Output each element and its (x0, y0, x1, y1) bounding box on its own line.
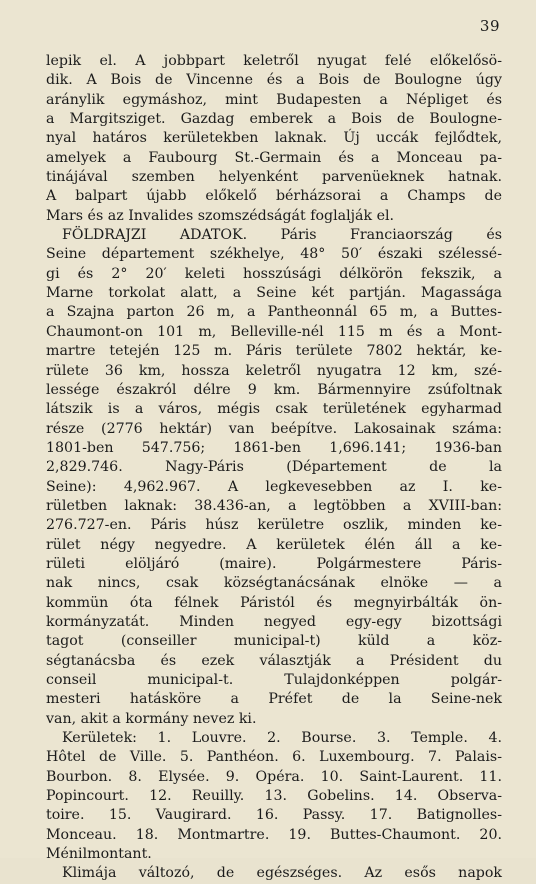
text-line: tagot (conseiller municipal-t) küld a köz- (46, 633, 502, 650)
text-line: Mars és az Invalides szomszédságát foglalják el. (46, 207, 395, 224)
text-line: része (2776 hektár) van beépítve. Lakosainak száma: (46, 420, 502, 437)
text-line: toire. 15. Vaugirard. 16. Passy. 17. Batignolles- (46, 807, 502, 824)
text-line: A balpart újabb előkelő bérházsorai a Champs de (46, 188, 502, 205)
text-line: rület négy negyedre. A kerületek élén áll a ke- (46, 536, 502, 553)
text-line: dik. A Bois de Vincenne és a Bois de Boulogne úgy (46, 72, 502, 89)
text-line: tinájával szemben helyenként parvenüeknek hatnak. (46, 169, 502, 186)
text-line: rületben laknak: 38.436-an, a legtöbben a XVIII-ban: (46, 497, 502, 514)
text-line: kormányzatát. Minden negyed egy-egy bizottsági (46, 613, 502, 630)
text-line: aránylik egymáshoz, mint Budapesten a Népliget és (46, 91, 502, 108)
text-line: Bourbon. 8. Elysée. 9. Opéra. 10. Saint-Laurent. 11. (46, 768, 502, 785)
text-line: mesteri hatásköre a Préfet de la Seine-nek (46, 691, 502, 708)
body-text (46, 52, 502, 884)
text-line: Monceau. 18. Montmartre. 19. Buttes-Chaumont. 20. (46, 826, 502, 843)
text-line: Hôtel de Ville. 5. Panthéon. 6. Luxembourg. 7. Palais- (46, 749, 502, 766)
text-line: rülete 36 km, hossza keletről nyugatra 12 km, szé- (46, 362, 502, 379)
text-line: rületi elöljáró (maire). Polgármestere Páris- (46, 555, 502, 572)
text-line: a Szajna parton 26 m, a Pantheonnál 65 m, a Buttes- (46, 304, 502, 321)
text-line: conseil municipal-t. Tulajdonképpen polgár- (46, 672, 502, 688)
text-line: 1801-ben 547.756; 1861-ben 1,696.141; 1936-ban (46, 439, 502, 456)
text-line: gi és 2° 20′ keleti hosszúsági délkörön fekszik, a (46, 265, 502, 282)
text-line: 2,829.746. Nagy-Páris (Département de la (46, 459, 502, 476)
text-line: Seine): 4,962.967. A legkevesebben az I. ke- (46, 478, 502, 495)
text-line: lepik el. A jobbpart keletről nyugat felé előkelősö- (46, 53, 502, 69)
text-line: a Margitsziget. Gazdag emberek a Bois de Boulogne- (46, 111, 502, 128)
text-line: nyal határos kerületekben laknak. Új uccák fejlődtek, (46, 130, 502, 147)
text-line: kommün óta félnek Páristól és megnyirbálták ön- (46, 594, 502, 611)
text-line: ségtanácsba és ezek választják a Président du (46, 652, 502, 669)
text-line: Seine département székhelye, 48° 50′ északi szélessé- (46, 246, 502, 263)
text-line: Kerületek: 1. Louvre. 2. Bourse. 3. Temple. 4. (62, 730, 502, 747)
text-line: 276.727-en. Páris húsz kerületre oszlik, minden ke- (46, 517, 502, 534)
text-line: Chaumont-on 101 m, Belleville-nél 115 m és a Mont- (46, 323, 502, 340)
text-line: martre tetején 125 m. Páris területe 7802 hektár, ke- (46, 343, 502, 360)
text-line: nak nincs, csak községtanácsának elnöke — a (46, 575, 502, 592)
text-line: van, akit a kormány nevez ki. (46, 710, 257, 727)
text-line: Klimája változó, de egészséges. Az esős napok (62, 865, 502, 882)
page-number: 39 (479, 17, 500, 35)
text-line: amelyek a Faubourg St.-Germain és a Monceau pa- (46, 149, 502, 166)
text-line: Marne torkolat alatt, a Seine két partján. Magassága (46, 285, 502, 302)
text-line: Ménilmontant. (46, 846, 152, 863)
text-line: FÖLDRAJZI ADATOK. Páris Franciaország és (62, 227, 502, 244)
text-line: Popincourt. 12. Reuilly. 13. Gobelins. 14. Observa- (46, 788, 502, 805)
text-line: lessége északról délre 9 km. Bármennyire zsúfoltnak (46, 381, 502, 398)
text-line: látszik is a város, mégis csak területének egyharmad (46, 401, 502, 418)
